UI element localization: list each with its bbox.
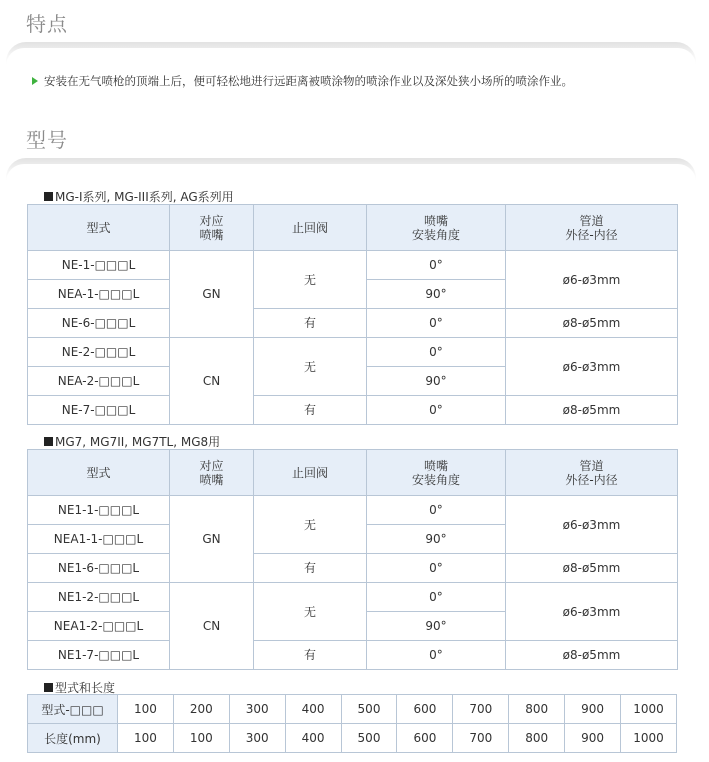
angle-cell: 90° xyxy=(367,367,506,396)
features-title: 特点 xyxy=(26,12,68,36)
table-row xyxy=(28,583,678,612)
nozzle-cell: GN xyxy=(170,496,254,583)
header-check-valve: 止回阀 xyxy=(254,205,367,251)
model-cell: NE-1-□□□L xyxy=(28,251,170,280)
length-cell: 600 xyxy=(397,695,453,724)
table-row xyxy=(28,338,678,367)
model-cell: NEA1-2-□□□L xyxy=(28,612,170,641)
pipe-cell: ø8-ø5mm xyxy=(506,309,678,338)
angle-cell: 0° xyxy=(367,641,506,670)
pipe-cell: ø8-ø5mm xyxy=(506,554,678,583)
angle-cell: 0° xyxy=(367,496,506,525)
length-cell: 100 xyxy=(118,695,174,724)
angle-cell: 0° xyxy=(367,396,506,425)
angle-cell: 90° xyxy=(367,525,506,554)
pipe-cell: ø8-ø5mm xyxy=(506,396,678,425)
angle-cell: 90° xyxy=(367,612,506,641)
model-cell: NE1-6-□□□L xyxy=(28,554,170,583)
header-pipe: 管道 外径-内径 xyxy=(506,205,678,251)
length-cell: 600 xyxy=(397,724,453,753)
table-row xyxy=(28,496,678,525)
length-row-mm-label: 长度(mm) xyxy=(28,724,118,753)
check-valve-cell: 无 xyxy=(254,251,367,309)
models-title: 型号 xyxy=(26,128,68,152)
table-row xyxy=(28,396,678,425)
length-cell: 100 xyxy=(173,724,229,753)
length-cell: 700 xyxy=(453,724,509,753)
table-row xyxy=(28,641,678,670)
check-valve-cell: 有 xyxy=(254,554,367,583)
length-cell: 100 xyxy=(118,724,174,753)
table-row xyxy=(28,554,678,583)
length-cell: 200 xyxy=(173,695,229,724)
length-cell: 900 xyxy=(565,724,621,753)
angle-cell: 0° xyxy=(367,251,506,280)
features-divider xyxy=(6,42,696,66)
black-square-icon xyxy=(44,437,53,446)
table-row xyxy=(28,251,678,280)
table1 xyxy=(27,204,678,425)
model-cell: NE-2-□□□L xyxy=(28,338,170,367)
angle-cell: 0° xyxy=(367,583,506,612)
length-cell: 800 xyxy=(509,695,565,724)
check-valve-cell: 有 xyxy=(254,396,367,425)
check-valve-cell: 有 xyxy=(254,309,367,338)
pipe-cell: ø6-ø3mm xyxy=(506,496,678,554)
length-cell: 400 xyxy=(285,695,341,724)
table2 xyxy=(27,449,678,670)
length-row-model-label: 型式-□□□ xyxy=(28,695,118,724)
models-divider xyxy=(6,158,696,182)
length-cell: 500 xyxy=(341,724,397,753)
length-cell: 900 xyxy=(565,695,621,724)
table-row xyxy=(28,309,678,338)
angle-cell: 0° xyxy=(367,338,506,367)
length-cell: 500 xyxy=(341,695,397,724)
length-table xyxy=(27,694,677,753)
nozzle-cell: CN xyxy=(170,338,254,425)
check-valve-cell: 有 xyxy=(254,641,367,670)
header-check-valve: 止回阀 xyxy=(254,450,367,496)
length-cell: 700 xyxy=(453,695,509,724)
length-row-mm xyxy=(28,724,677,753)
model-cell: NE1-1-□□□L xyxy=(28,496,170,525)
header-nozzle: 对应 喷嘴 xyxy=(170,205,254,251)
table2-caption-text: MG7, MG7II, MG7TL, MG8用 xyxy=(55,435,221,449)
header-pipe: 管道 外径-内径 xyxy=(506,450,678,496)
angle-cell: 0° xyxy=(367,554,506,583)
model-cell: NE1-2-□□□L xyxy=(28,583,170,612)
green-triangle-icon xyxy=(32,77,38,85)
check-valve-cell: 无 xyxy=(254,338,367,396)
pipe-cell: ø6-ø3mm xyxy=(506,583,678,641)
check-valve-cell: 无 xyxy=(254,583,367,641)
pipe-cell: ø8-ø5mm xyxy=(506,641,678,670)
model-cell: NE-7-□□□L xyxy=(28,396,170,425)
table2-caption xyxy=(44,433,220,450)
length-row-model xyxy=(28,695,677,724)
length-cell: 300 xyxy=(229,724,285,753)
black-square-icon xyxy=(44,192,53,201)
check-valve-cell: 无 xyxy=(254,496,367,554)
nozzle-cell: CN xyxy=(170,583,254,670)
length-cell: 300 xyxy=(229,695,285,724)
feature-bullet xyxy=(32,73,573,89)
black-square-icon xyxy=(44,683,53,692)
model-cell: NE-6-□□□L xyxy=(28,309,170,338)
nozzle-cell: GN xyxy=(170,251,254,338)
header-model: 型式 xyxy=(28,450,170,496)
length-cell: 400 xyxy=(285,724,341,753)
length-cell: 1000 xyxy=(621,695,677,724)
header-angle: 喷嘴 安装角度 xyxy=(367,205,506,251)
length-cell: 1000 xyxy=(621,724,677,753)
length-caption-text: 型式和长度 xyxy=(55,681,116,695)
model-cell: NEA1-1-□□□L xyxy=(28,525,170,554)
angle-cell: 90° xyxy=(367,280,506,309)
header-nozzle: 对应 喷嘴 xyxy=(170,450,254,496)
model-cell: NEA-2-□□□L xyxy=(28,367,170,396)
table1-header-row xyxy=(28,205,678,251)
header-model: 型式 xyxy=(28,205,170,251)
table1-caption xyxy=(44,188,234,205)
table2-header-row xyxy=(28,450,678,496)
pipe-cell: ø6-ø3mm xyxy=(506,251,678,309)
feature-bullet-text: 安装在无气喷枪的顶端上后，便可轻松地进行远距离被喷涂物的喷涂作业以及深处狭小场所的喷涂作业。 xyxy=(44,74,573,88)
model-cell: NEA-1-□□□L xyxy=(28,280,170,309)
table1-caption-text: MG-I系列, MG-III系列, AG系列用 xyxy=(55,190,234,204)
angle-cell: 0° xyxy=(367,309,506,338)
length-cell: 800 xyxy=(509,724,565,753)
pipe-cell: ø6-ø3mm xyxy=(506,338,678,396)
header-angle: 喷嘴 安装角度 xyxy=(367,450,506,496)
model-cell: NE1-7-□□□L xyxy=(28,641,170,670)
